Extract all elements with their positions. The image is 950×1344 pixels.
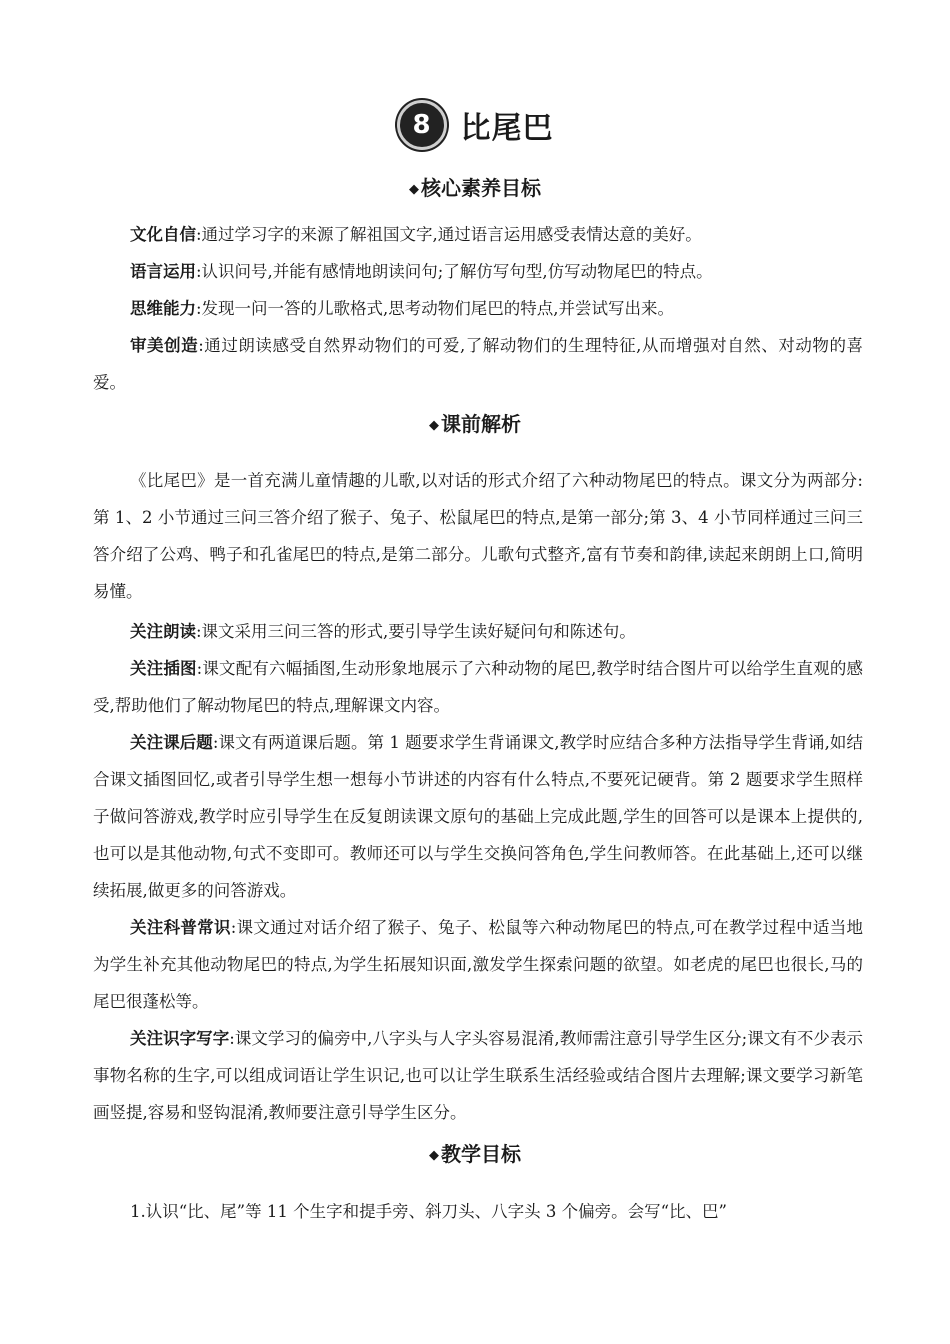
analysis-point-paragraph: 关注插图:课文配有六幅插图,生动形象地展示了六种动物的尾巴,教学时结合图片可以给学生直观的感受,帮助他们了解动物尾巴的特点,理解课文内容。 [93, 659, 863, 715]
core-goal-paragraph: 思维能力:发现一问一答的儿歌格式,思考动物们尾巴的特点,并尝试写出来。 [130, 299, 675, 318]
analysis-point-paragraph: 关注课后题:课文有两道课后题。第 1 题要求学生背诵课文,教学时应结合多种方法指导学生背诵,如结合课文插图回忆,或者引导学生想一想每小节讲述的内容有什么特点,不要死记硬背。第 2 题要求学生照样子做问答游戏,教学时应引导学生在反复朗读课文原句的基础上完成此题,学生的回答可以是课本上提供的,也可以是其他动物,句式不变即可。教师还可以与学生交换问答角色,学生问教师答。在此基础上,还可以继续拓展,做更多的问答游戏。 [93, 733, 863, 900]
teaching-goal-item: 1.认识“比、尾”等 11 个生字和提手旁、斜刀头、八字头 3 个偏旁。会写“比、巴” [130, 1202, 727, 1221]
diamond-icon: ◆ [409, 182, 419, 197]
core-goal-paragraph: 文化自信:通过学习字的来源了解祖国文字,通过语言运用感受表情达意的美好。 [130, 225, 702, 244]
analysis-point-paragraph: 关注识字写字:课文学习的偏旁中,八字头与人字头容易混淆,教师需注意引导学生区分;课文有不少表示事物名称的生字,可以组成词语让学生识记,也可以让学生联系生活经验或结合图片去理解;课文要学习新笔画竖提,容易和竖钩混淆,教师要注意引导学生区分。 [93, 1029, 864, 1122]
core-goal-paragraph: 语言运用:认识问号,并能有感情地朗读问句;了解仿写句型,仿写动物尾巴的特点。 [130, 262, 713, 281]
section-heading-core: ◆ 核心素养目标 [409, 176, 541, 200]
lesson-number-badge: 8 [397, 100, 447, 150]
diamond-icon: ◆ [429, 418, 439, 433]
analysis-point-paragraph: 关注朗读:课文采用三问三答的形式,要引导学生读好疑问句和陈述句。 [130, 622, 636, 641]
analysis-point-paragraph: 关注科普常识:课文通过对话介绍了猴子、兔子、松鼠等六种动物尾巴的特点,可在教学过程中适当地为学生补充其他动物尾巴的特点,为学生拓展知识面,激发学生探索问题的欲望。如老虎的尾巴也很长,马的尾巴很蓬松等。 [93, 918, 863, 1011]
lesson-title [0, 100, 950, 150]
core-goal-paragraph: 审美创造:通过朗读感受自然界动物们的可爱,了解动物们的生理特征,从而增强对自然、对动物的喜爱。 [93, 336, 863, 392]
section-heading-goals: ◆ 教学目标 [429, 1142, 521, 1166]
diamond-icon: ◆ [429, 1148, 439, 1163]
analysis-intro-paragraph: 《比尾巴》是一首充满儿童情趣的儿歌,以对话的形式介绍了六种动物尾巴的特点。课文分为两部分:第 1、2 小节通过三问三答介绍了猴子、兔子、松鼠尾巴的特点,是第一部分;第 3、4 小节同样通过三问三答介绍了公鸡、鸭子和孔雀尾巴的特点,是第二部分。儿歌句式整齐,富有节奏和韵律,读起来朗朗上口,简明易懂。 [93, 471, 863, 601]
section-heading-analysis: ◆ 课前解析 [429, 412, 521, 436]
lesson-title-text: 比尾巴 [460, 111, 554, 146]
